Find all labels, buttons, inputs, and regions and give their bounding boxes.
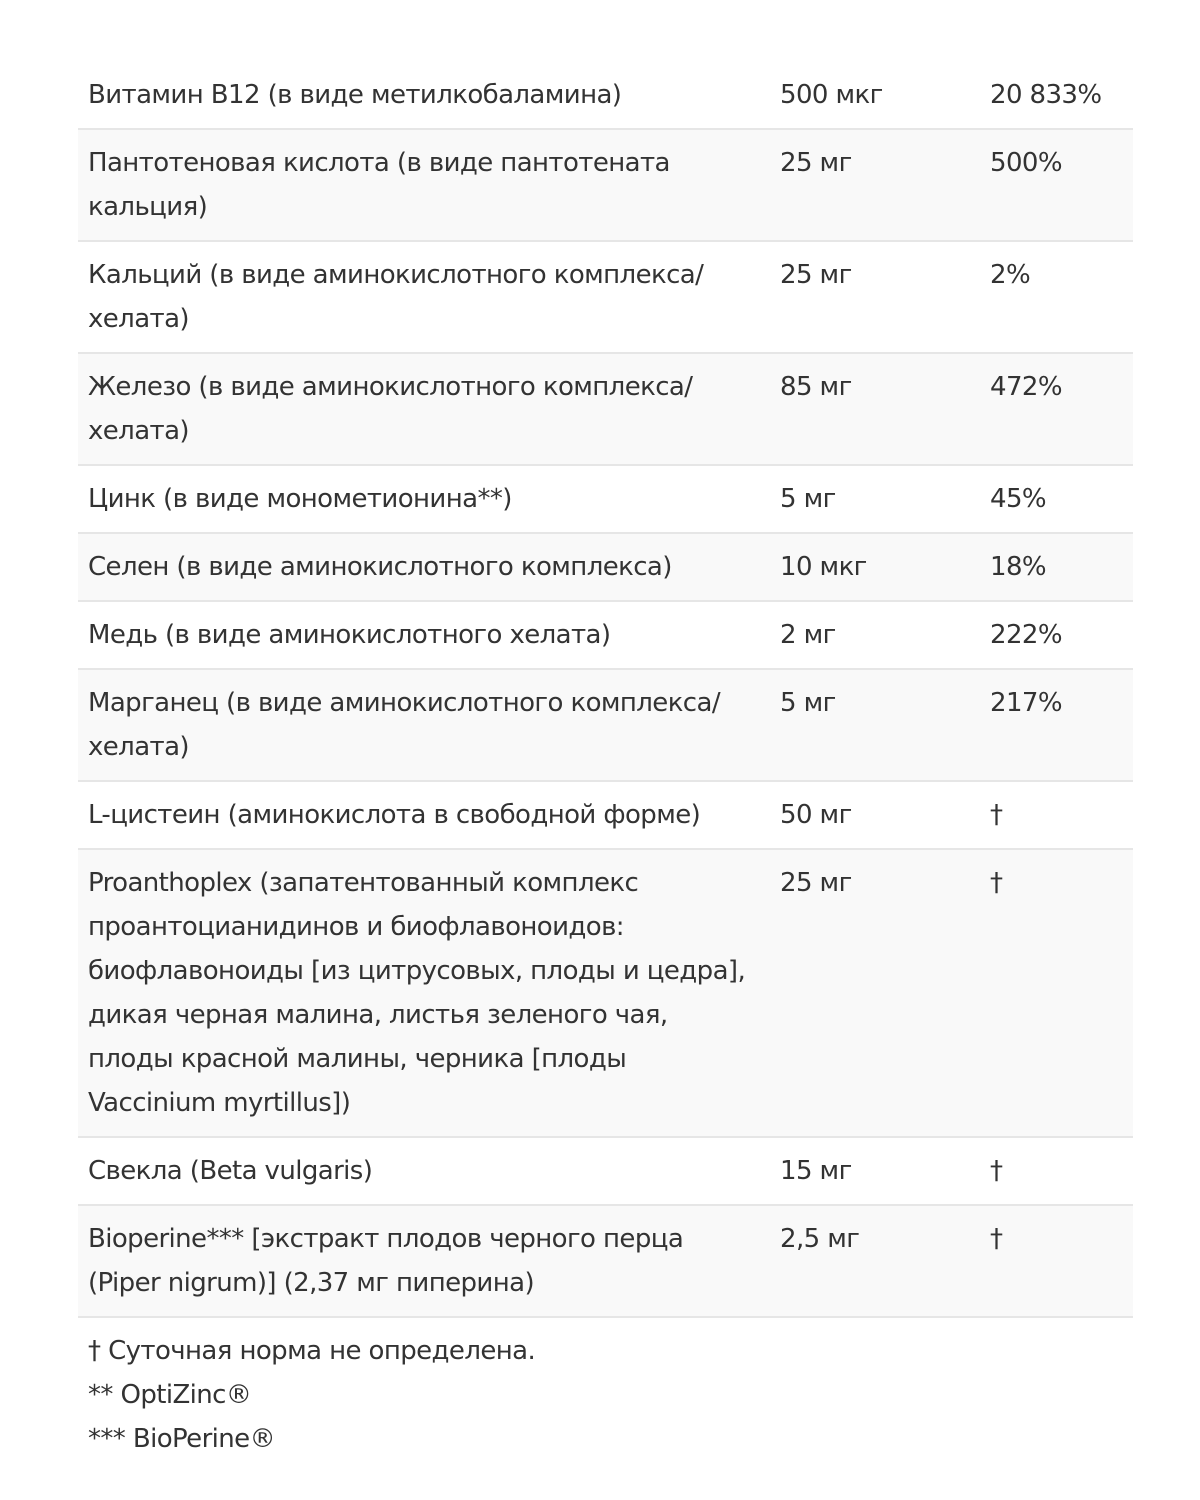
- ingredient-name: Железо (в виде аминокислотного комплекса/ хелата): [88, 372, 693, 446]
- footnote-optizinc: ** OptiZinc®: [88, 1380, 252, 1410]
- ingredient-amount: 5 мг: [780, 484, 836, 514]
- ingredient-name: Витамин B12 (в виде метилкобаламина): [88, 80, 622, 110]
- ingredient-name: Медь (в виде аминокислотного хелата): [88, 620, 611, 650]
- ingredient-name: Кальций (в виде аминокислотного комплекса/ хелата): [88, 260, 704, 334]
- daily-value: 45%: [990, 484, 1046, 514]
- daily-value: 2%: [990, 260, 1031, 290]
- ingredient-amount: 10 мкг: [780, 552, 867, 582]
- daily-value: †: [990, 1224, 1003, 1254]
- ingredient-name: Свекла (Beta vulgaris): [88, 1156, 373, 1186]
- table-row: [78, 669, 1133, 781]
- ingredient-amount: 25 мг: [780, 260, 852, 290]
- ingredient-amount: 15 мг: [780, 1156, 852, 1186]
- daily-value: †: [990, 868, 1003, 898]
- daily-value: 222%: [990, 620, 1062, 650]
- table-row: [78, 465, 1133, 533]
- table-row: [78, 1205, 1133, 1317]
- daily-value: †: [990, 800, 1003, 830]
- ingredient-amount: 2,5 мг: [780, 1224, 860, 1254]
- table-row: [78, 849, 1133, 1137]
- ingredient-name: Цинк (в виде монометионина**): [88, 484, 512, 514]
- ingredient-name: Proanthoplex (запатентованный комплекс проантоцианидинов и биофлавоноидов: биофлавоноиды [из цитрусовых, плоды и цедра], дикая черная малина, листья зеленого чая, плоды красной малины, черника [плоды Vaccinium myrtillus]): [88, 868, 746, 1118]
- daily-value: 472%: [990, 372, 1062, 402]
- ingredient-amount: 50 мг: [780, 800, 852, 830]
- nutrition-table: [78, 62, 1133, 1318]
- table-row: [78, 129, 1133, 241]
- table-row: [78, 62, 1133, 129]
- table-row: [78, 781, 1133, 849]
- ingredient-amount: 5 мг: [780, 688, 836, 718]
- footnote-bioperine: *** BioPerine®: [88, 1424, 275, 1454]
- table-row: [78, 353, 1133, 465]
- footnote-dagger: † Суточная норма не определена.: [88, 1336, 536, 1366]
- ingredient-amount: 25 мг: [780, 868, 852, 898]
- table-row: [78, 533, 1133, 601]
- daily-value: 217%: [990, 688, 1062, 718]
- ingredient-amount: 25 мг: [780, 148, 852, 178]
- footnotes: [88, 1329, 1200, 1461]
- table-row: [78, 1137, 1133, 1205]
- ingredient-name: Пантотеновая кислота (в виде пантотената кальция): [88, 148, 670, 222]
- ingredient-amount: 2 мг: [780, 620, 836, 650]
- ingredient-name: Bioperine*** [экстракт плодов черного перца (Piper nigrum)] (2,37 мг пиперина): [88, 1224, 684, 1298]
- ingredient-name: Селен (в виде аминокислотного комплекса): [88, 552, 672, 582]
- daily-value: 18%: [990, 552, 1046, 582]
- ingredient-name: L-цистеин (аминокислота в свободной форме): [88, 800, 701, 830]
- ingredient-name: Марганец (в виде аминокислотного комплекса/ хелата): [88, 688, 720, 762]
- daily-value: 500%: [990, 148, 1062, 178]
- ingredient-amount: 500 мкг: [780, 80, 883, 110]
- ingredient-amount: 85 мг: [780, 372, 852, 402]
- daily-value: †: [990, 1156, 1003, 1186]
- daily-value: 20 833%: [990, 80, 1102, 110]
- table-row: [78, 601, 1133, 669]
- table-row: [78, 241, 1133, 353]
